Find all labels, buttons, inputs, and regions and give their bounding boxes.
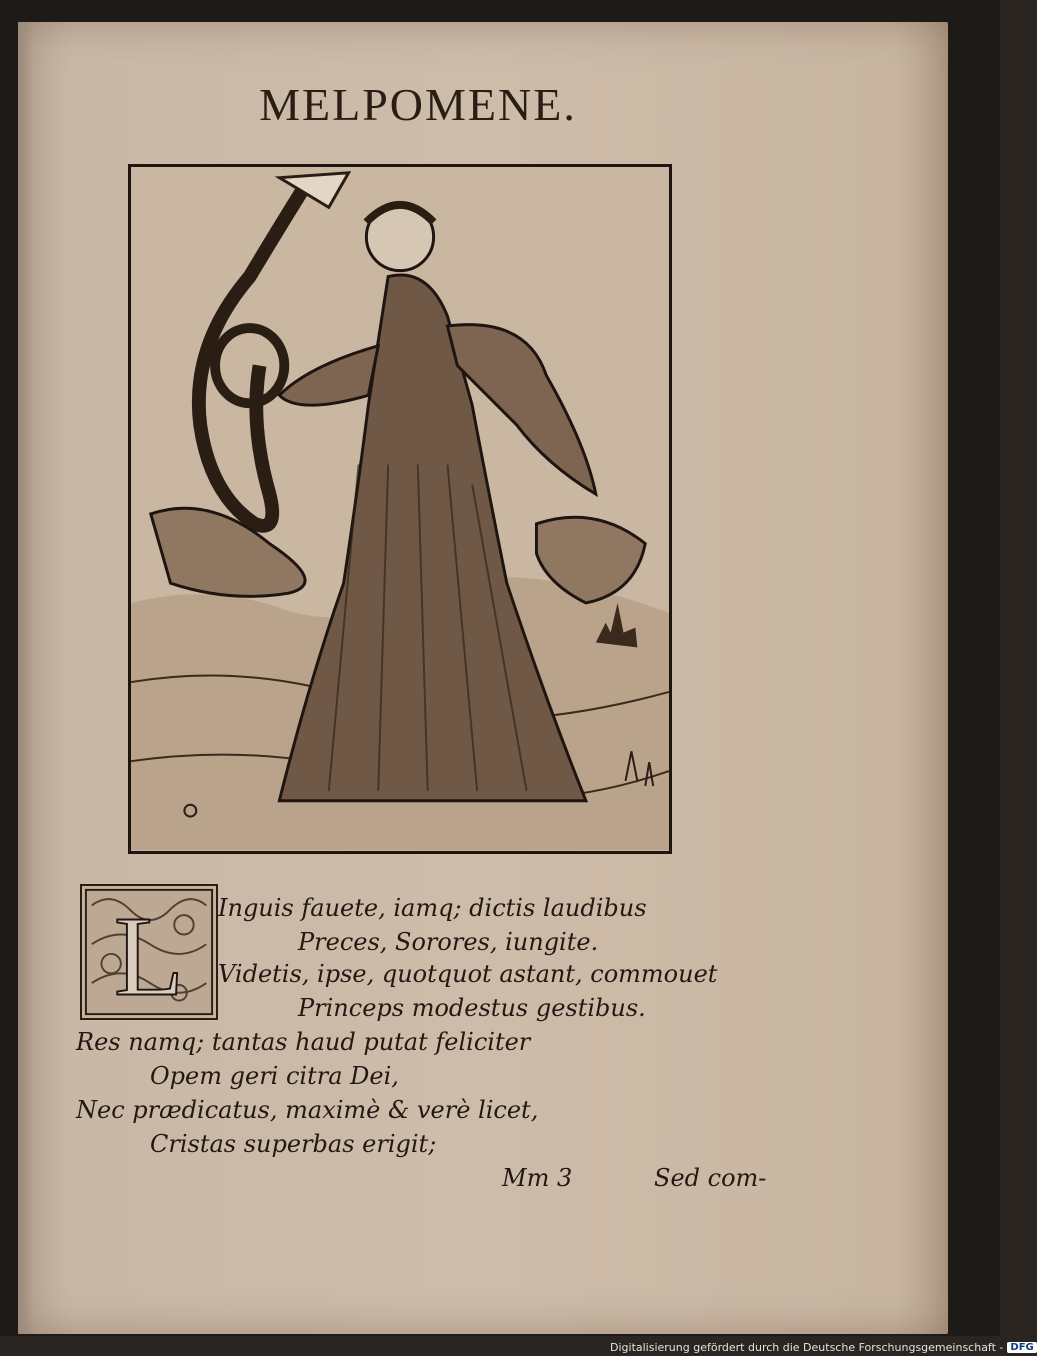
dfg-logo: DFG	[1007, 1342, 1036, 1353]
verse-line-2: Preces, Sorores, iungite.	[298, 928, 599, 956]
decorated-initial-letter	[80, 884, 218, 1020]
page-title: MELPOMENE.	[259, 79, 577, 130]
verse-line-1: Inguis fauete, iamq; dictis laudibus	[218, 894, 647, 922]
signature-mark: Mm 3	[502, 1164, 573, 1192]
page-gutter-shadow	[18, 22, 32, 1334]
verse-line-4: Princeps modestus gestibus.	[298, 994, 646, 1022]
woodcut-illustration-melpomene	[128, 164, 672, 854]
verse-line-8: Cristas superbas erigit;	[150, 1130, 437, 1158]
credit-text: Digitalisierung gefördert durch die Deutsche Forschungsgemeinschaft -	[610, 1340, 1004, 1354]
catchword: Sed com-	[654, 1164, 767, 1192]
book-page	[18, 22, 948, 1334]
svg-text:L: L	[114, 892, 184, 1020]
verse-line-3: Videtis, ipse, quotquot astant, commouet	[218, 960, 718, 988]
verse-line-6: Opem geri citra Dei,	[150, 1062, 399, 1090]
digitization-credit	[610, 1338, 1037, 1356]
verse-line-7: Nec prædicatus, maximè & verè licet,	[76, 1096, 539, 1124]
verse-line-5: Res namq; tantas haud putat feliciter	[76, 1028, 531, 1056]
